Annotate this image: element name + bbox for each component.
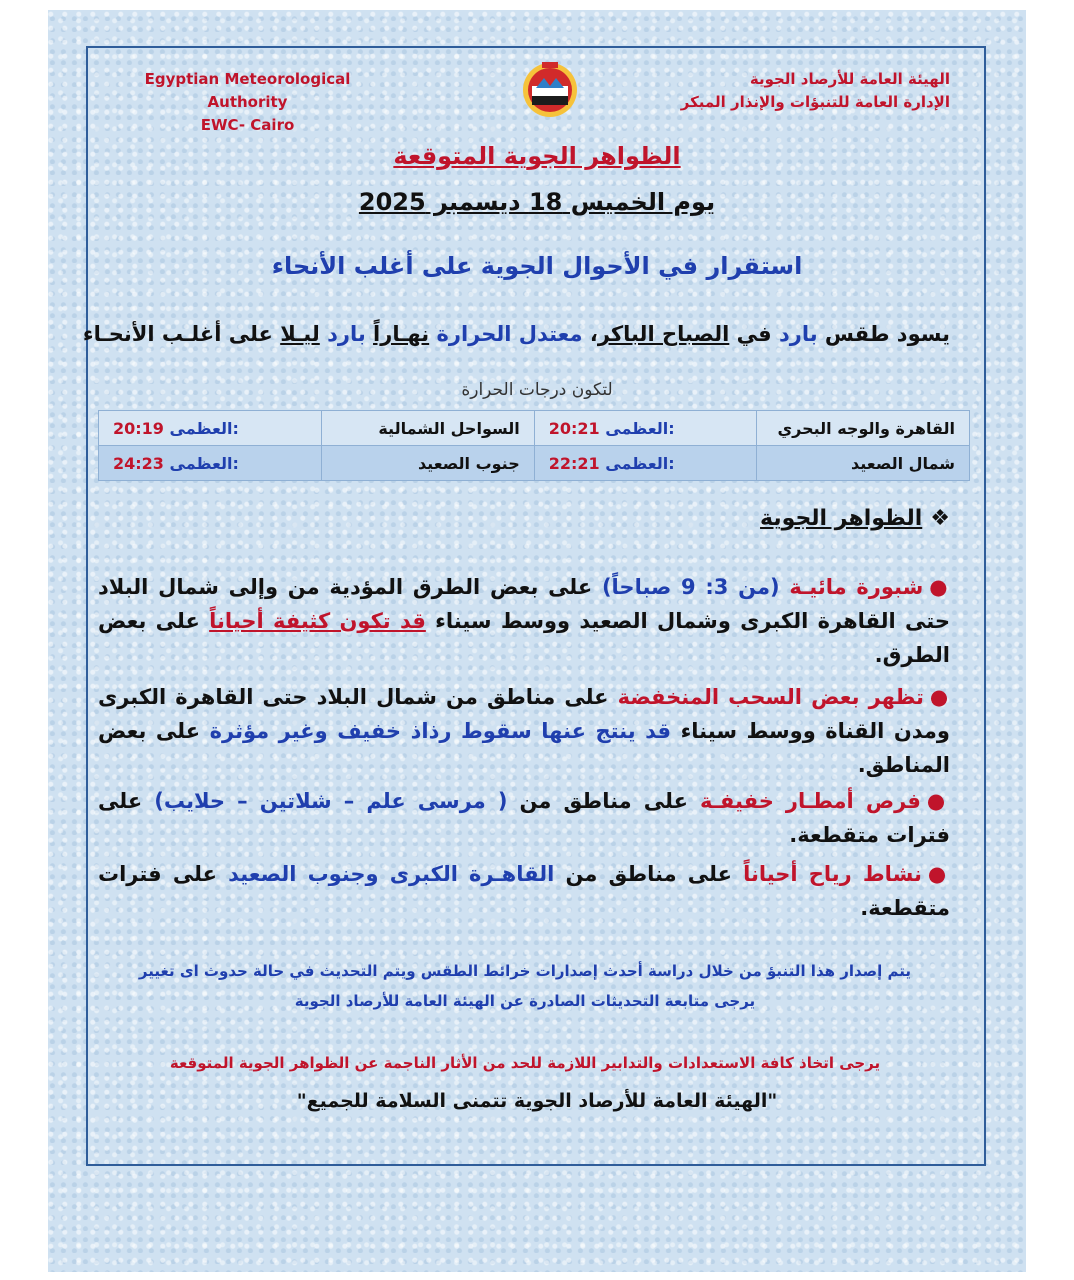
fog-label: شبورة مائيـة xyxy=(789,575,924,599)
region-cell: القاهرة والوجه البحري xyxy=(757,411,970,446)
region-cell: شمال الصعيد xyxy=(757,446,970,481)
summary-part xyxy=(320,322,327,346)
list-item xyxy=(98,570,950,672)
fog-text-end: على بعض الطرق. xyxy=(98,609,950,667)
update-note-line1: يتم إصدار هذا التنبؤ من خلال دراسة أحدث إصدارات خرائط الطقس ويتم التحديث في حالة حدوث اى تغيير xyxy=(138,962,912,980)
rain-text: على مناطق من xyxy=(507,789,700,813)
summary-cold-night: بارد xyxy=(327,322,366,346)
bullet-dot-icon: ● xyxy=(927,862,950,886)
forecast-date: يوم الخميس 18 ديسمبر 2025 xyxy=(358,188,716,216)
summary-part: يسود طقس xyxy=(817,322,950,346)
summary-cold: بارد xyxy=(778,322,818,346)
summary-part: على أغلـب الأنحـاء xyxy=(82,322,281,346)
wind-label: نشاط رياح أحياناً xyxy=(743,862,922,886)
rain-areas: ( مرسى علم – شلاتين – حلايب) xyxy=(154,789,508,813)
clouds-text-end: على بعض المناطق. xyxy=(98,719,950,777)
temp-value: 20:21 xyxy=(548,418,600,438)
summary-night: ليـلا xyxy=(280,322,320,346)
region-cell: السواحل الشمالية xyxy=(321,411,534,446)
table-row xyxy=(99,446,970,481)
list-item xyxy=(98,680,950,782)
temp-cell xyxy=(534,446,757,481)
wind-areas: القاهـرة الكبرى وجنوب الصعيد xyxy=(228,862,555,886)
summary-early-morning: الصباح الباكر xyxy=(597,322,730,346)
clouds-text: على مناطق من شمال البلاد حتى القاهرة الكبرى ومدن القناة ووسط سيناء xyxy=(98,685,950,743)
header-arabic xyxy=(680,68,950,114)
summary-moderate: معتدل الحرارة xyxy=(436,322,583,346)
diamond-bullet-icon: ❖ xyxy=(930,506,950,531)
header-ar-line1: الهيئة العامة للأرصاد الجوية xyxy=(749,70,950,88)
closing-message: "الهيئة العامة للأرصاد الجوية تتمنى السلامة للجميع" xyxy=(296,1090,778,1112)
temp-cell xyxy=(534,411,757,446)
rain-label: فرص أمطـار خفيفـة xyxy=(700,789,921,813)
clouds-drizzle: قد ينتج عنها سقوط رذاذ خفيف وغير مؤثرة xyxy=(209,719,672,743)
update-note-line2: يرجى متابعة التحديثات الصادرة عن الهيئة العامة للأرصاد الجوية xyxy=(294,992,756,1010)
summary-daytime: نهـاراً xyxy=(373,322,430,346)
summary-part xyxy=(366,322,373,346)
temp-label: العظمى: xyxy=(169,418,239,438)
fog-dense: قد تكون كثيفة أحياناً xyxy=(209,609,426,633)
temp-value: 20:19 xyxy=(113,418,164,438)
fog-time: (من 3: 9 صباحاً) xyxy=(601,575,790,599)
temp-value: 22:21 xyxy=(548,453,600,473)
ema-logo-icon xyxy=(520,56,580,120)
fog-text: على بعض الطرق المؤدية من وإلى شمال البلاد حتى القاهرة الكبرى وشمال الصعيد ووسط سيناء xyxy=(98,575,950,633)
summary-part: ، xyxy=(582,322,598,346)
temp-label: العظمى: xyxy=(169,453,239,473)
temp-value: 24:23 xyxy=(113,453,164,473)
summary-part: في xyxy=(729,322,779,346)
region-cell: جنوب الصعيد xyxy=(321,446,534,481)
bullet-dot-icon: ● xyxy=(929,575,950,599)
precaution-note: يرجى اتخاذ كافة الاستعدادات والتدابير اللازمة للحد من الأثار الناجمة عن الظواهر الجوية المتوقعة xyxy=(169,1054,881,1072)
header-en-line2: EWC- Cairo xyxy=(200,116,295,134)
headline: استقرار في الأحوال الجوية على أغلب الأنحاء xyxy=(271,252,803,280)
rain-text-end: على فترات متقطعة. xyxy=(98,789,950,847)
temperatures-title: لتكون درجات الحرارة xyxy=(461,380,613,400)
update-note xyxy=(100,956,950,1016)
header-english xyxy=(110,68,385,137)
header-en-line1: Egyptian Meteorological Authority xyxy=(144,70,351,111)
table-row xyxy=(99,411,970,446)
wind-text-end: على فترات متقطعة. xyxy=(98,862,950,920)
phenomena-heading xyxy=(620,506,950,531)
wind-text: على مناطق من xyxy=(554,862,744,886)
weather-summary xyxy=(82,322,950,346)
list-item xyxy=(98,857,950,925)
document-title: الظواهر الجوية المتوقعة xyxy=(393,142,681,170)
temperatures-table xyxy=(98,410,970,481)
phenomena-title: الظواهر الجوية xyxy=(760,506,923,531)
header-ar-line2: الإدارة العامة للتنبؤات والإنذار المبكر xyxy=(680,93,950,111)
bullet-dot-icon: ● xyxy=(929,685,951,709)
temp-cell xyxy=(99,446,322,481)
temp-label: العظمى: xyxy=(605,418,675,438)
list-item xyxy=(98,784,950,852)
bullet-dot-icon: ● xyxy=(926,789,950,813)
clouds-label: تظهر بعض السحب المنخفضة xyxy=(617,685,924,709)
temp-label: العظمى: xyxy=(605,453,675,473)
temp-cell xyxy=(99,411,322,446)
